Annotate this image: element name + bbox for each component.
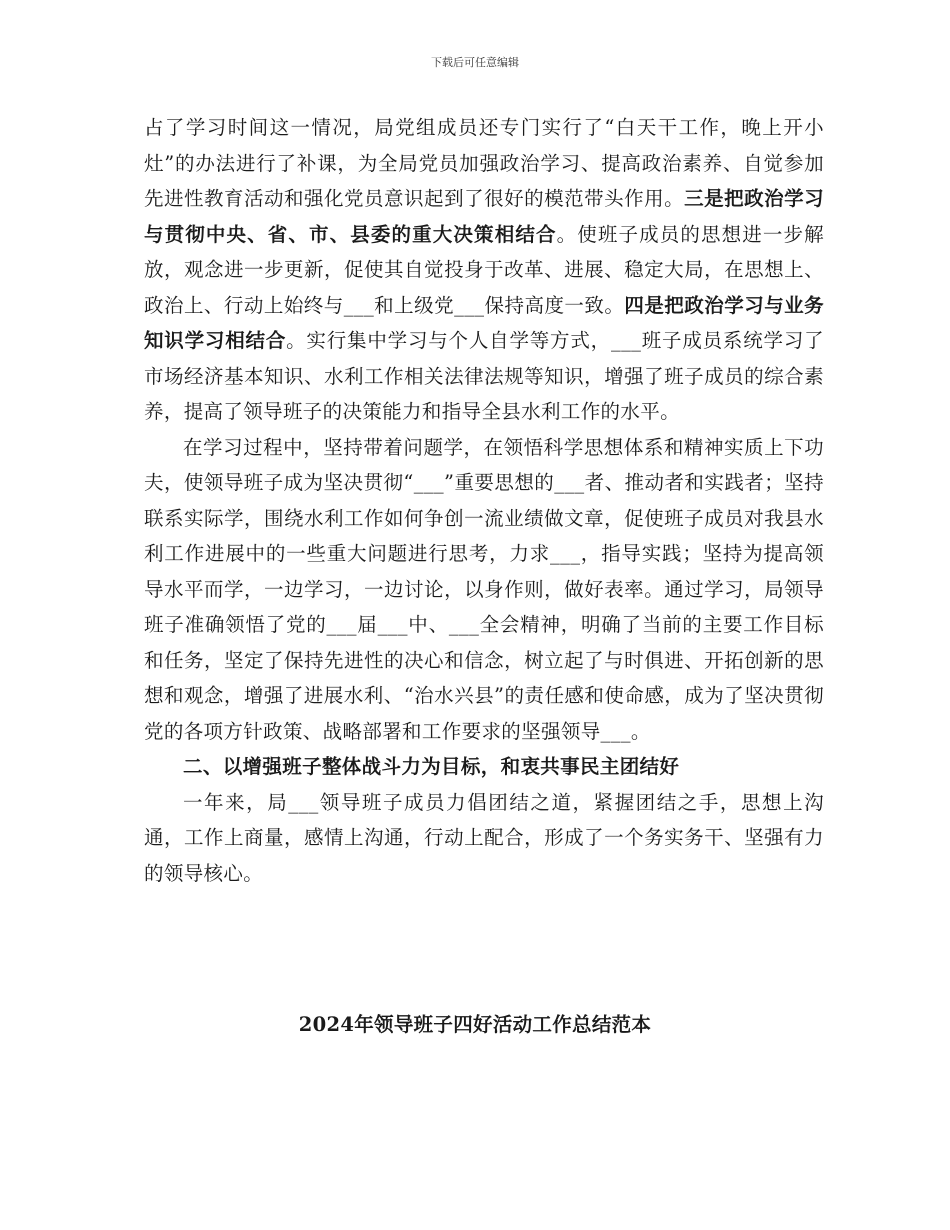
document-title: 2024年领导班子四好活动工作总结范本 (298, 1013, 652, 1036)
page-header-note: 下载后可任意编辑 (431, 56, 519, 69)
section-heading-2: 二、以增强班子整体战斗力为目标，和衷共事民主团结好 (183, 755, 680, 778)
paragraph-1-text-a: 占了学习时间这一情况，局党组成员还专门实行了“白天干工作，晚上开小灶”的办法进行了补课，为全局党员加强政治学习、提高政治素养、自觉参加先进性教育活动和强化党员意识起到了很好的模范带头作用。 (144, 116, 824, 210)
paragraph-2: 在学习过程中，坚持带着问题学，在领悟科学思想体系和精神实质上下功夫，使领导班子成为坚决贯彻“___”重要思想的___者、推动者和实践者；坚持联系实际学，围绕水利工作如何争创一流业绩做文章，促使班子成员对我县水利工作进展中的一些重大问题进行思考，力求___，指导实践；坚持为提高领导水平而学，一边学习，一边讨论，以身作则，做好表率。通过学习，局领导班子准确领悟了党的___届___中、___全会精神，明确了当前的主要工作目标和任务，坚定了保持先进性的决心和信念，树立起了与时俱进、开拓创新的思想和观念，增强了进展水利、“治水兴县”的责任感和使命感，成为了坚决贯彻党的各项方针政策、战略部署和工作要求的坚强领导___。 (144, 435, 824, 743)
paragraph-1-text-b: 。使班子成员的思想进一步解放，观念进一步更新，促使其自觉投身于改革、进展、稳定大局，在思想上、政治上、行动上始终与___和上级党___保持高度一致。 (144, 222, 824, 317)
paragraph-1-bold-point-4: 四是把政治学习与业务知识学习相结合 (144, 293, 824, 352)
paragraph-3: 一年来，局___领导班子成员力倡团结之道，紧握团结之手，思想上沟通，工作上商量，感情上沟通，行动上配合，形成了一个务实务干、坚强有力的领导核心。 (144, 790, 824, 885)
document-body (144, 110, 824, 891)
paragraph-1-bold-point-3: 三是把政治学习与贯彻中央、省、市、县委的重大决策相结合 (144, 187, 825, 246)
paragraph-1 (144, 110, 824, 430)
paragraph-1-text-c: 。实行集中学习与个人自学等方式，___班子成员系统学习了市场经济基本知识、水利工作相关法律法规等知识，增强了班子成员的综合素养，提高了领导班子的决策能力和指导全县水利工作的水平。 (144, 329, 824, 423)
